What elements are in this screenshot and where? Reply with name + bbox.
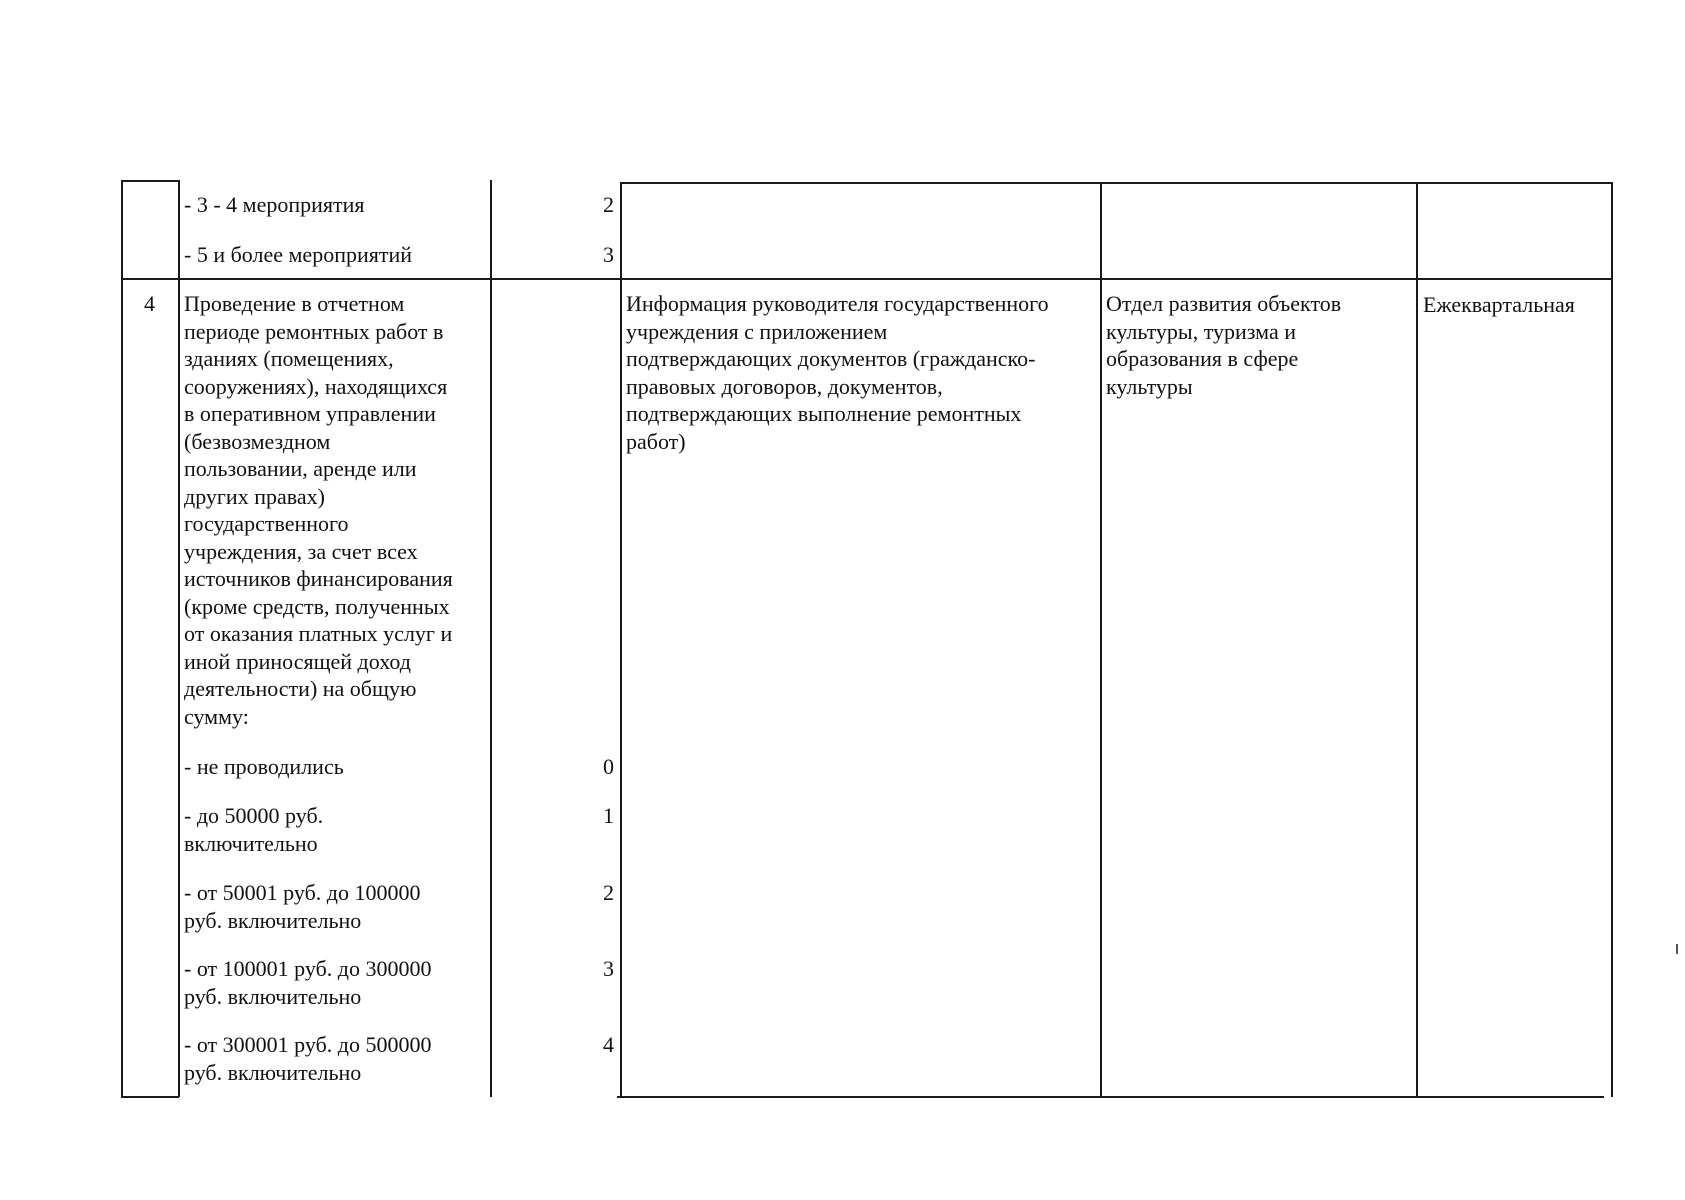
option-score: 3 bbox=[603, 956, 614, 981]
option-label: - не проводились bbox=[184, 754, 344, 779]
table-bottom-border-right bbox=[617, 1096, 1604, 1098]
option-score: 4 bbox=[603, 1032, 614, 1057]
column-border-4 bbox=[620, 182, 622, 1097]
column-border-6 bbox=[1416, 182, 1418, 1097]
source-text: Информация руководителя государственного учреждения с приложением подтверждающих документов (гражданско- правовых договоров, документов, подтверждающих выполнение ремонтных работ) bbox=[626, 291, 1049, 454]
option-score: 2 bbox=[603, 192, 614, 217]
table-bottom-border-left bbox=[121, 1096, 179, 1098]
scan-mark bbox=[1676, 944, 1678, 954]
table-top-border-left bbox=[121, 180, 179, 182]
column-border-3 bbox=[490, 180, 492, 1097]
criterion-text: Проведение в отчетном периоде ремонтных работ в зданиях (помещениях, сооружениях), находящихся в оперативном управлении (безвозмездном пользовании, аренде или других правах) государственного учреждения, за счет всех источников финансирования (кроме средств, полученных от оказания платных услуг и иной приносящей доход деятельности) на общую сумму: bbox=[184, 291, 453, 729]
column-border-5 bbox=[1100, 182, 1102, 1097]
option-score: 3 bbox=[603, 242, 614, 267]
option-score: 1 bbox=[603, 803, 614, 828]
option-label: - от 100001 руб. до 300000 руб. включительно bbox=[184, 956, 432, 1009]
option-label: - 3 - 4 мероприятия bbox=[184, 192, 365, 217]
row-separator bbox=[121, 278, 1612, 280]
option-score: 2 bbox=[603, 880, 614, 905]
frequency-text: Ежеквартальная bbox=[1423, 292, 1575, 317]
option-score: 0 bbox=[603, 754, 614, 779]
option-label: - до 50000 руб. включительно bbox=[184, 803, 324, 856]
option-label: - 5 и более мероприятий bbox=[184, 242, 413, 267]
option-label: - от 50001 руб. до 100000 руб. включительно bbox=[184, 880, 421, 933]
column-border-1 bbox=[121, 180, 123, 1097]
column-border-2 bbox=[178, 180, 180, 1097]
column-border-7 bbox=[1611, 182, 1613, 1097]
option-label: - от 300001 руб. до 500000 руб. включительно bbox=[184, 1032, 432, 1085]
table-top-border-right bbox=[622, 182, 1612, 184]
responsible-text: Отдел развития объектов культуры, туризма и образования в сфере культуры bbox=[1106, 291, 1342, 399]
row-number: 4 bbox=[144, 291, 155, 316]
